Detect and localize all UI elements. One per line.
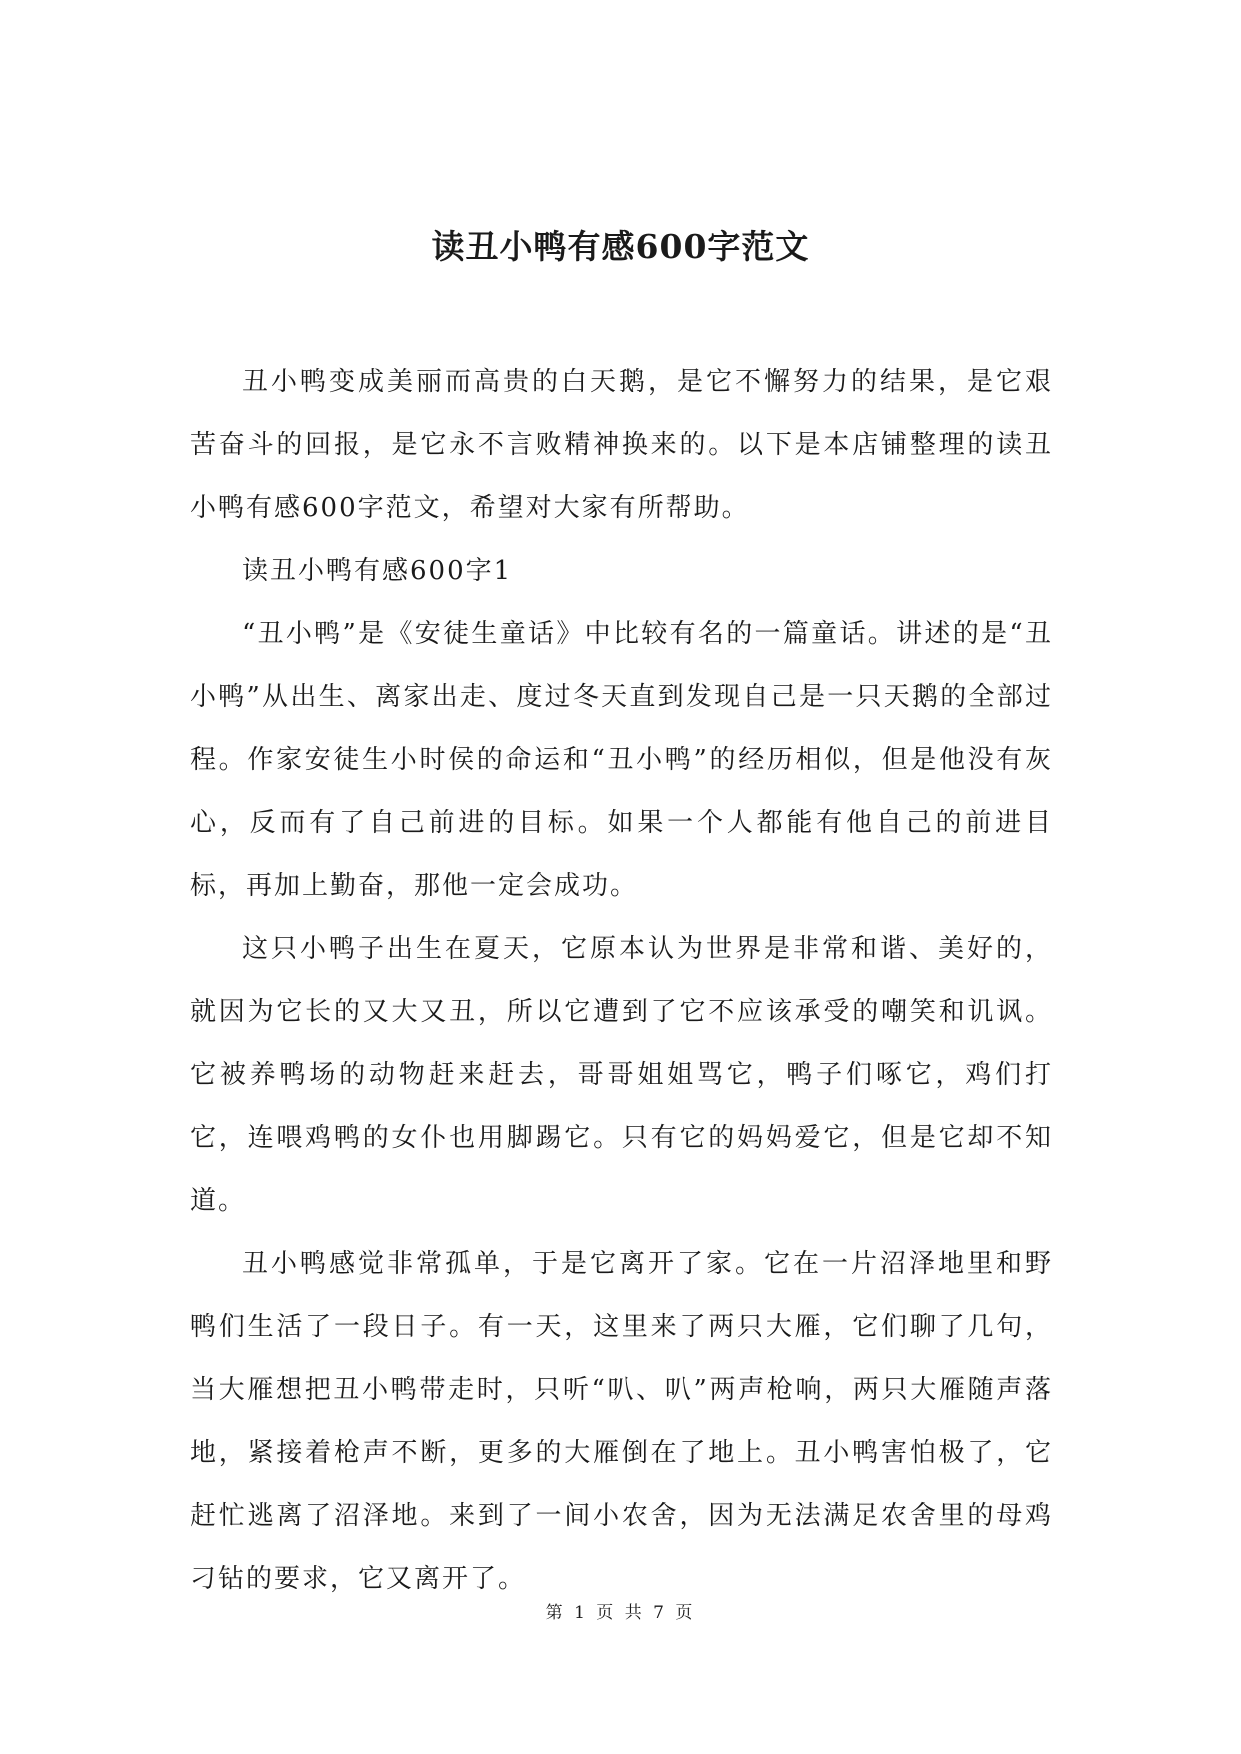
document-body: [190, 351, 1053, 1611]
intro-paragraph: 丑小鸭变成美丽而高贵的白天鹅，是它不懈努力的结果，是它艰苦奋斗的回报，是它永不言败精神换来的。以下是本店铺整理的读丑小鸭有感600字范文，希望对大家有所帮助。: [190, 367, 1053, 523]
body-paragraph: “丑小鸭”是《安徒生童话》中比较有名的一篇童话。讲述的是“丑小鸭”从出生、离家出走、度过冬天直到发现自己是一只天鹅的全部过程。作家安徒生小时侯的命运和“丑小鸭”的经历相似，但是他没有灰心，反而有了自己前进的目标。如果一个人都能有他自己的前进目标，再加上勤奋，那他一定会成功。: [190, 619, 1053, 901]
page-footer: 第 1 页 共 7 页: [545, 1603, 696, 1623]
body-paragraph: 丑小鸭感觉非常孤单，于是它离开了家。它在一片沼泽地里和野鸭们生活了一段日子。有一天，这里来了两只大雁，它们聊了几句，当大雁想把丑小鸭带走时，只听“叭、叭”两声枪响，两只大雁随声落地，紧接着枪声不断，更多的大雁倒在了地上。丑小鸭害怕极了，它赶忙逃离了沼泽地。来到了一间小农舍，因为无法满足农舍里的母鸡刁钻的要求，它又离开了。: [190, 1249, 1053, 1594]
body-paragraph: 这只小鸭子出生在夏天，它原本认为世界是非常和谐、美好的，就因为它长的又大又丑，所以它遭到了它不应该承受的嘲笑和讥讽。它被养鸭场的动物赶来赶去，哥哥姐姐骂它，鸭子们啄它，鸡们打它，连喂鸡鸭的女仆也用脚踢它。只有它的妈妈爱它，但是它却不知道。: [190, 934, 1053, 1216]
section-heading: 读丑小鸭有感600字1: [242, 556, 513, 586]
document-title: 读丑小鸭有感600字范文: [431, 227, 810, 266]
